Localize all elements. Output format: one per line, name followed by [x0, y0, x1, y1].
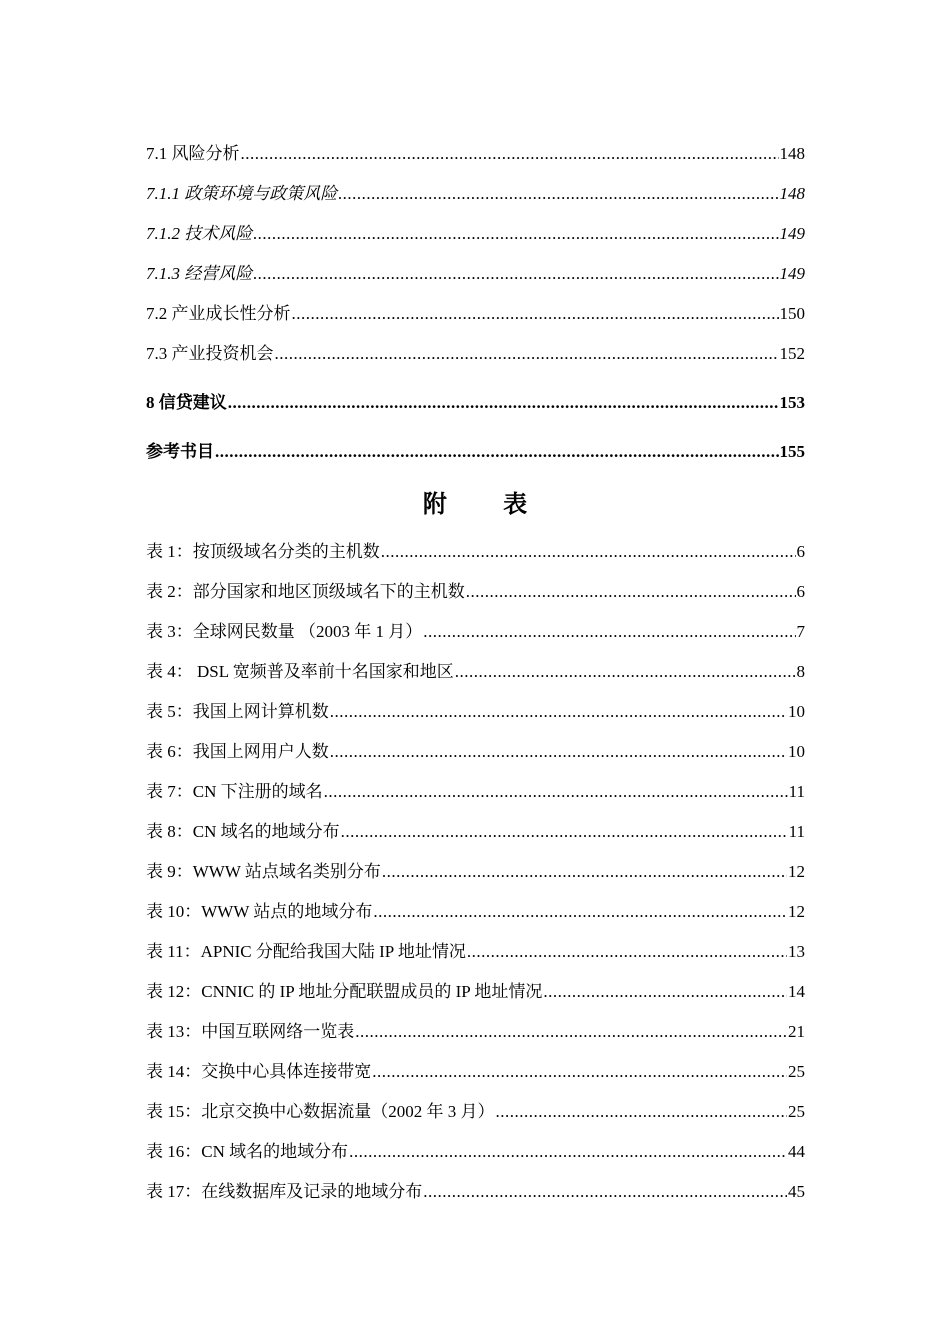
- dot-leader: [215, 439, 779, 465]
- table-entry-page: 12: [788, 862, 805, 881]
- dot-leader: [228, 390, 779, 416]
- table-entry-label: 表 11：APNIC 分配给我国大陆 IP 地址情况: [146, 939, 466, 965]
- dot-leader: [382, 859, 787, 885]
- table-entry-page: 44: [788, 1142, 805, 1161]
- dot-leader: [330, 699, 787, 725]
- toc-entry-label: 参考书目: [146, 439, 214, 465]
- table-entry-label: 表 3：全球网民数量 （2003 年 1 月）: [146, 619, 422, 645]
- table-entry-page: 14: [788, 982, 805, 1001]
- table-entry-page: 7: [796, 622, 805, 641]
- toc-entry[interactable]: [146, 261, 805, 287]
- toc-entry[interactable]: [146, 141, 805, 167]
- table-entry[interactable]: [146, 699, 805, 725]
- dot-leader: [467, 939, 787, 965]
- toc-entry[interactable]: [146, 390, 805, 416]
- dot-leader: [253, 221, 778, 247]
- toc-entry-label: 8 信贷建议: [146, 390, 227, 416]
- dot-leader: [341, 819, 788, 845]
- table-entry[interactable]: [146, 899, 805, 925]
- toc-entry-page: 153: [779, 393, 805, 412]
- table-entry-page: 13: [788, 942, 805, 961]
- dot-leader: [253, 261, 778, 287]
- table-entry-page: 8: [796, 662, 805, 681]
- table-entry-label: 表 7：CN 下注册的域名: [146, 779, 323, 805]
- table-entry[interactable]: [146, 739, 805, 765]
- dot-leader: [292, 301, 779, 327]
- table-entry-label: 表 17：在线数据库及记录的地域分布: [146, 1179, 422, 1205]
- table-entry-label: 表 16：CN 域名的地域分布: [146, 1139, 348, 1165]
- dot-leader: [372, 1059, 787, 1085]
- table-entry-page: 25: [788, 1062, 805, 1081]
- dot-leader: [338, 181, 778, 207]
- dot-leader: [423, 619, 795, 645]
- toc-entry-page: 148: [779, 184, 805, 203]
- table-entry-label: 表 2：部分国家和地区顶级域名下的主机数: [146, 579, 465, 605]
- table-entry[interactable]: [146, 819, 805, 845]
- toc-entry[interactable]: [146, 221, 805, 247]
- table-entry-page: 45: [788, 1182, 805, 1201]
- dot-leader: [543, 979, 787, 1005]
- dot-leader: [275, 341, 779, 367]
- dot-leader: [355, 1019, 787, 1045]
- dot-leader: [373, 899, 787, 925]
- table-entry-page: 10: [788, 702, 805, 721]
- toc-entry-label: 7.1.2 技术风险: [146, 221, 252, 247]
- toc-entry-page: 152: [779, 344, 805, 363]
- table-entry[interactable]: [146, 619, 805, 645]
- toc-entry-label: 7.1.3 经营风险: [146, 261, 252, 287]
- table-entry-label: 表 15：北京交换中心数据流量（2002 年 3 月）: [146, 1099, 495, 1125]
- toc-entry[interactable]: [146, 301, 805, 327]
- dot-leader: [349, 1139, 787, 1165]
- table-entry-label: 表 4： DSL 宽频普及率前十名国家和地区: [146, 659, 454, 685]
- table-entry-page: 25: [788, 1102, 805, 1121]
- dot-leader: [455, 659, 796, 685]
- table-entry[interactable]: [146, 1059, 805, 1085]
- table-entry-label: 表 6：我国上网用户人数: [146, 739, 329, 765]
- dot-leader: [330, 739, 787, 765]
- toc-entry-label: 7.1 风险分析: [146, 141, 240, 167]
- table-entry-label: 表 12：CNNIC 的 IP 地址分配联盟成员的 IP 地址情况: [146, 979, 542, 1005]
- table-entry-page: 10: [788, 742, 805, 761]
- table-entry-page: 11: [788, 822, 805, 841]
- dot-leader: [423, 1179, 787, 1205]
- dot-leader: [466, 579, 796, 605]
- table-entry[interactable]: [146, 779, 805, 805]
- table-entry-label: 表 10：WWW 站点的地域分布: [146, 899, 372, 925]
- table-entry[interactable]: [146, 579, 805, 605]
- table-entry[interactable]: [146, 1179, 805, 1205]
- table-entry-label: 表 8：CN 域名的地域分布: [146, 819, 340, 845]
- table-entry[interactable]: [146, 859, 805, 885]
- table-entry-label: 表 14：交换中心具体连接带宽: [146, 1059, 371, 1085]
- toc-entry-label: 7.3 产业投资机会: [146, 341, 274, 367]
- table-entry-page: 21: [788, 1022, 805, 1041]
- toc-entry-page: 150: [779, 304, 805, 323]
- table-entry[interactable]: [146, 1139, 805, 1165]
- table-entry[interactable]: [146, 939, 805, 965]
- table-entry-label: 表 1：按顶级域名分类的主机数: [146, 539, 380, 565]
- dot-leader: [241, 141, 779, 167]
- toc-entry-label: 7.1.1 政策环境与政策风险: [146, 181, 337, 207]
- dot-leader: [496, 1099, 788, 1125]
- toc-entry-page: 148: [779, 144, 805, 163]
- table-entry-page: 6: [796, 542, 805, 561]
- table-entry-page: 12: [788, 902, 805, 921]
- toc-entry-label: 7.2 产业成长性分析: [146, 301, 291, 327]
- table-entry[interactable]: [146, 979, 805, 1005]
- table-entry-label: 表 9：WWW 站点域名类别分布: [146, 859, 381, 885]
- toc-entry[interactable]: [146, 341, 805, 367]
- toc-entry[interactable]: [146, 439, 805, 465]
- toc-entry-page: 149: [779, 264, 805, 283]
- dot-leader: [381, 539, 796, 565]
- appendix-heading: 附 表: [422, 489, 552, 518]
- table-entry-label: 表 13：中国互联网络一览表: [146, 1019, 354, 1045]
- table-entry[interactable]: [146, 1019, 805, 1045]
- table-entry-label: 表 5：我国上网计算机数: [146, 699, 329, 725]
- table-entry-page: 6: [796, 582, 805, 601]
- table-entry[interactable]: [146, 659, 805, 685]
- table-entry[interactable]: [146, 539, 805, 565]
- table-entry[interactable]: [146, 1099, 805, 1125]
- toc-entry[interactable]: [146, 181, 805, 207]
- table-entry-page: 11: [788, 782, 805, 801]
- toc-entry-page: 155: [779, 442, 805, 461]
- toc-entry-page: 149: [779, 224, 805, 243]
- dot-leader: [324, 779, 788, 805]
